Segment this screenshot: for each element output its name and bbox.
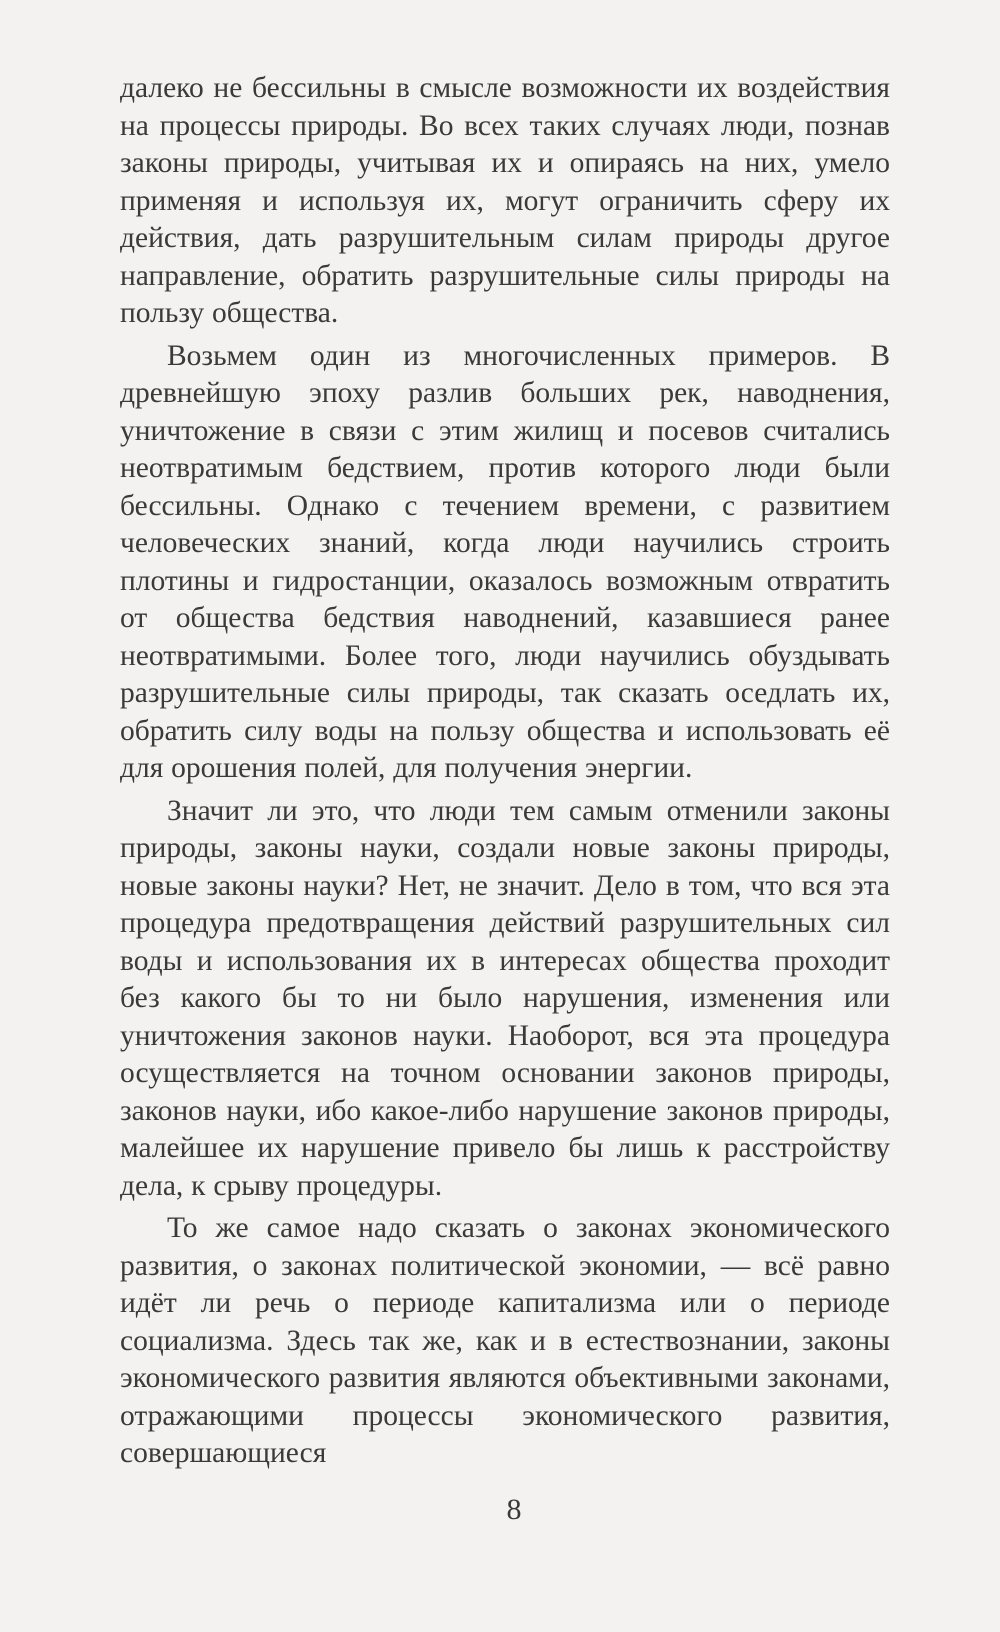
body-text	[120, 70, 890, 1473]
paragraph-economic-laws: То же самое надо сказать о законах экономического развития, о законах политической экономии, — всё равно идёт ли речь о периоде капитализма или о периоде социализма. Здесь так же, как и в естествознании, законы экономического развития являются объективными законами, отражающими процессы экономического развития, совершающиеся	[120, 1212, 890, 1469]
paragraph-continuation: далеко не бессильны в смысле возможности их воздействия на процессы природы. Во всех таких случаях люди, познав законы природы, учитывая их и опираясь на них, умело применяя и используя их, могут ограничить сферу их действия, дать разрушительным силам природы другое направление, обратить разрушительные силы природы на пользу общества.	[120, 72, 890, 329]
paragraph-laws-not-abolished: Значит ли это, что люди тем самым отменили законы природы, законы науки, создали новые законы природы, новые законы науки? Нет, не значит. Дело в том, что вся эта процедура предотвращения действий разрушительных сил воды и использования их в интересах общества проходит без какого бы то ни было нарушения, изменения или уничтожения законов науки. Наоборот, вся эта процедура осуществляется на точном основании законов природы, законов науки, ибо какое-либо нарушение законов природы, малейшее их нарушение привело бы лишь к расстройству дела, к срыву процедуры.	[120, 794, 890, 1202]
page-number: 8	[506, 1493, 522, 1526]
paragraph-rivers-example: Возьмем один из многочисленных примеров. В древнейшую эпоху разлив больших рек, наводнения, уничтожение в связи с этим жилищ и посевов считались неотвратимым бедствием, против которого люди были бессильны. Однако с течением времени, с развитием человеческих знаний, когда люди научились строить плотины и гидростанции, оказалось возможным отвратить от общества бедствия наводнений, казавшиеся ранее неотвратимыми. Более того, люди научились обуздывать разрушительные силы природы, так сказать оседлать их, обратить силу воды на пользу общества и использовать её для орошения полей, для получения энергии.	[120, 339, 890, 784]
